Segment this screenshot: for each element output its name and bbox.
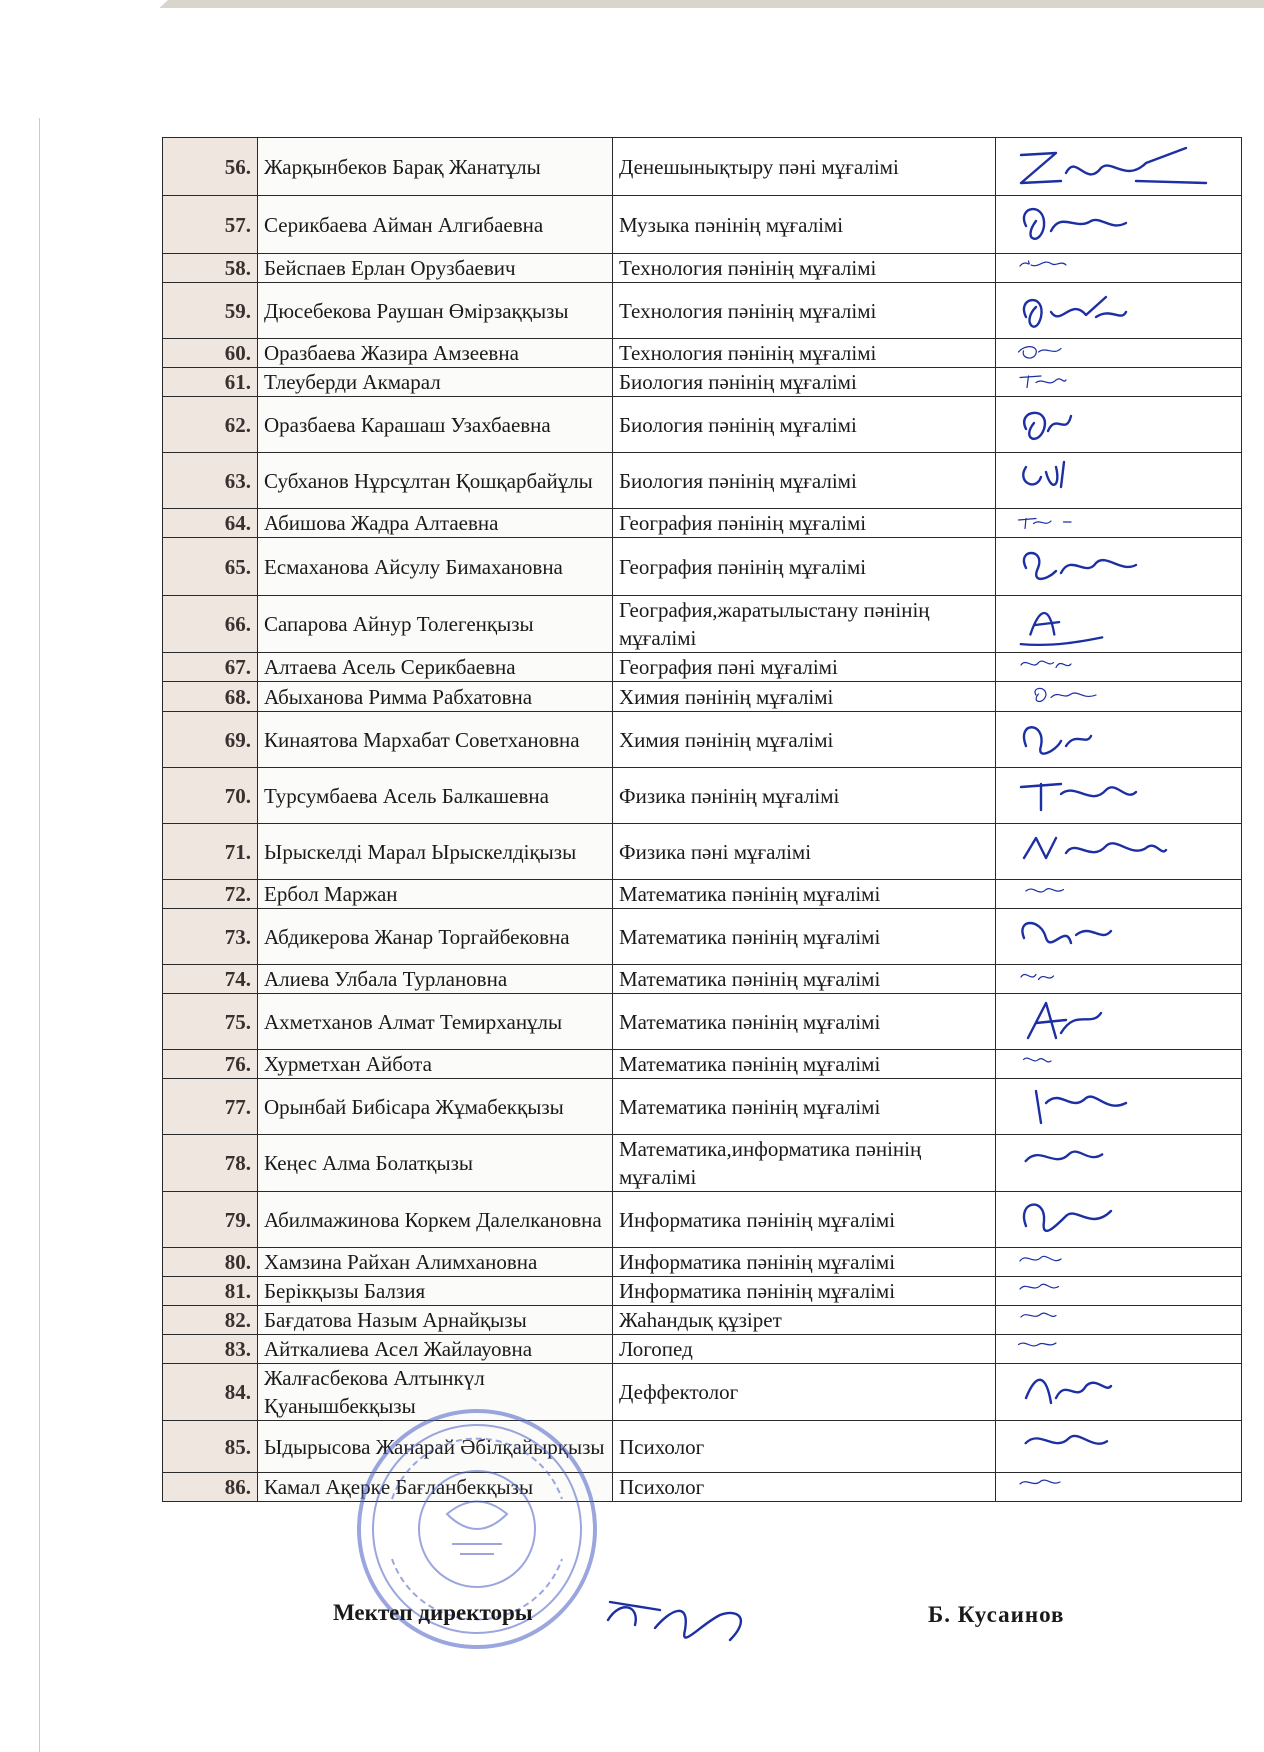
teacher-position: Технология пәнінің мұғалімі bbox=[613, 283, 996, 339]
teacher-name: Сапарова Айнур Толегенқызы bbox=[258, 596, 613, 653]
table-row bbox=[163, 1473, 1242, 1502]
teacher-name: Берікқызы Балзия bbox=[258, 1277, 613, 1306]
signature-cell bbox=[996, 1306, 1242, 1335]
teacher-position: Денешынықтыру пәні мұғалімі bbox=[613, 138, 996, 196]
handwritten-signature bbox=[1016, 456, 1216, 506]
row-number: 59. bbox=[163, 283, 258, 339]
table-row bbox=[163, 453, 1242, 509]
handwritten-signature bbox=[1016, 1250, 1216, 1274]
row-number: 79. bbox=[163, 1192, 258, 1248]
signature-cell bbox=[996, 1079, 1242, 1135]
row-number: 82. bbox=[163, 1306, 258, 1335]
director-name: Б. Кусаинов bbox=[928, 1602, 1065, 1627]
teacher-name: Хурметхан Айбота bbox=[258, 1050, 613, 1079]
signature-cell bbox=[996, 1248, 1242, 1277]
teacher-name: Турсумбаева Асель Балкашевна bbox=[258, 768, 613, 824]
table-row bbox=[163, 1277, 1242, 1306]
teacher-position: Биология пәнінің мұғалімі bbox=[613, 453, 996, 509]
teacher-position: Жаһандық құзірет bbox=[613, 1306, 996, 1335]
signature-cell bbox=[996, 1473, 1242, 1502]
handwritten-signature bbox=[1016, 882, 1216, 906]
teacher-position: Физика пәнінің мұғалімі bbox=[613, 768, 996, 824]
handwritten-signature bbox=[1016, 199, 1216, 251]
teacher-position: Биология пәнінің мұғалімі bbox=[613, 368, 996, 397]
row-number: 57. bbox=[163, 196, 258, 254]
handwritten-signature bbox=[1016, 256, 1216, 280]
teacher-position: Информатика пәнінің мұғалімі bbox=[613, 1192, 996, 1248]
table-row bbox=[163, 965, 1242, 994]
signature-cell bbox=[996, 1335, 1242, 1364]
row-number: 68. bbox=[163, 682, 258, 712]
signature-cell bbox=[996, 712, 1242, 768]
row-number: 67. bbox=[163, 653, 258, 682]
teacher-name: Абишова Жадра Алтаевна bbox=[258, 509, 613, 538]
row-number: 71. bbox=[163, 824, 258, 880]
signature-cell bbox=[996, 453, 1242, 509]
teacher-name: Ыдырысова Жанарай Әбілқайырқызы bbox=[258, 1421, 613, 1473]
teacher-position: География,жаратылыстану пәнінің мұғалімі bbox=[613, 596, 996, 653]
signature-cell bbox=[996, 1364, 1242, 1421]
teacher-position: География пәні мұғалімі bbox=[613, 653, 996, 682]
row-number: 70. bbox=[163, 768, 258, 824]
handwritten-signature bbox=[1016, 685, 1216, 709]
teacher-name: Абыханова Римма Рабхатовна bbox=[258, 682, 613, 712]
teacher-position: География пәнінің мұғалімі bbox=[613, 509, 996, 538]
row-number: 78. bbox=[163, 1135, 258, 1192]
handwritten-signature bbox=[1016, 655, 1216, 679]
table-row bbox=[163, 1248, 1242, 1277]
teacher-name: Бейспаев Ерлан Орузбаевич bbox=[258, 254, 613, 283]
teacher-position: Психолог bbox=[613, 1473, 996, 1502]
teacher-name: Абдикерова Жанар Торгайбековна bbox=[258, 909, 613, 965]
handwritten-signature bbox=[1016, 715, 1216, 765]
table-row bbox=[163, 397, 1242, 453]
director-title: Мектеп директоры bbox=[333, 1600, 533, 1625]
signature-cell bbox=[996, 339, 1242, 368]
table-row bbox=[163, 682, 1242, 712]
teacher-position: Математика пәнінің мұғалімі bbox=[613, 1050, 996, 1079]
signature-cell bbox=[996, 509, 1242, 538]
table-row bbox=[163, 596, 1242, 653]
row-number: 74. bbox=[163, 965, 258, 994]
table-row bbox=[163, 880, 1242, 909]
teacher-name: Алиева Улбала Турлановна bbox=[258, 965, 613, 994]
staff-table bbox=[162, 137, 1242, 1502]
handwritten-signature bbox=[1016, 997, 1216, 1047]
table-row bbox=[163, 653, 1242, 682]
handwritten-signature bbox=[1016, 1308, 1216, 1332]
handwritten-signature bbox=[1016, 1475, 1216, 1499]
row-number: 58. bbox=[163, 254, 258, 283]
table-row bbox=[163, 138, 1242, 196]
teacher-position: Химия пәнінің мұғалімі bbox=[613, 682, 996, 712]
signature-cell bbox=[996, 909, 1242, 965]
handwritten-signature bbox=[1016, 967, 1216, 991]
signature-cell bbox=[996, 824, 1242, 880]
teacher-name: Субханов Нұрсұлтан Қошқарбайұлы bbox=[258, 453, 613, 509]
row-number: 77. bbox=[163, 1079, 258, 1135]
teacher-position: Математика пәнінің мұғалімі bbox=[613, 965, 996, 994]
table-row bbox=[163, 1079, 1242, 1135]
teacher-name: Камал Ақеркe Бағланбекқызы bbox=[258, 1473, 613, 1502]
signature-cell bbox=[996, 368, 1242, 397]
table-row bbox=[163, 909, 1242, 965]
handwritten-signature bbox=[1016, 1337, 1216, 1361]
row-number: 66. bbox=[163, 596, 258, 653]
table-row bbox=[163, 768, 1242, 824]
teacher-position: Математика пәнінің мұғалімі bbox=[613, 909, 996, 965]
row-number: 62. bbox=[163, 397, 258, 453]
handwritten-signature bbox=[1016, 601, 1216, 647]
handwritten-signature bbox=[1016, 341, 1216, 365]
teacher-name: Оразбаева Жазира Амзеевна bbox=[258, 339, 613, 368]
signature-cell bbox=[996, 994, 1242, 1050]
signature-cell bbox=[996, 880, 1242, 909]
table-row bbox=[163, 1135, 1242, 1192]
row-number: 86. bbox=[163, 1473, 258, 1502]
teacher-name: Ербол Маржан bbox=[258, 880, 613, 909]
teacher-name: Жарқынбеков Барақ Жанатұлы bbox=[258, 138, 613, 196]
handwritten-signature bbox=[1016, 541, 1216, 593]
table-row bbox=[163, 196, 1242, 254]
handwritten-signature bbox=[1016, 1424, 1216, 1470]
teacher-position: Информатика пәнінің мұғалімі bbox=[613, 1277, 996, 1306]
signature-cell bbox=[996, 1192, 1242, 1248]
table-row bbox=[163, 1364, 1242, 1421]
teacher-name: Есмаханова Айсулу Бимахановна bbox=[258, 538, 613, 596]
handwritten-signature bbox=[1016, 1052, 1216, 1076]
teacher-position: Психолог bbox=[613, 1421, 996, 1473]
row-number: 83. bbox=[163, 1335, 258, 1364]
table-row bbox=[163, 1335, 1242, 1364]
signature-cell bbox=[996, 254, 1242, 283]
row-number: 73. bbox=[163, 909, 258, 965]
teacher-position: Математика,информатика пәнінің мұғалімі bbox=[613, 1135, 996, 1192]
handwritten-signature bbox=[1016, 1367, 1216, 1417]
signature-cell bbox=[996, 682, 1242, 712]
signature-cell bbox=[996, 538, 1242, 596]
table-row bbox=[163, 509, 1242, 538]
teacher-name: Абилмажинова Коркем Далелкановна bbox=[258, 1192, 613, 1248]
row-number: 56. bbox=[163, 138, 258, 196]
handwritten-signature bbox=[1016, 827, 1216, 877]
row-number: 65. bbox=[163, 538, 258, 596]
handwritten-signature bbox=[1016, 1279, 1216, 1303]
signature-cell bbox=[996, 138, 1242, 196]
teacher-name: Кеңес Алма Болатқызы bbox=[258, 1135, 613, 1192]
signature-cell bbox=[996, 283, 1242, 339]
teacher-name: Кинаятова Мархабат Советхановна bbox=[258, 712, 613, 768]
table-row bbox=[163, 1192, 1242, 1248]
signature-cell bbox=[996, 596, 1242, 653]
handwritten-signature bbox=[1016, 141, 1216, 193]
signature-cell bbox=[996, 196, 1242, 254]
table-row bbox=[163, 994, 1242, 1050]
teacher-position: Биология пәнінің мұғалімі bbox=[613, 397, 996, 453]
teacher-name: Бағдатова Назым Арнайқызы bbox=[258, 1306, 613, 1335]
row-number: 85. bbox=[163, 1421, 258, 1473]
teacher-position: Музыка пәнінің мұғалімі bbox=[613, 196, 996, 254]
handwritten-signature bbox=[1016, 1195, 1216, 1245]
teacher-position: Математика пәнінің мұғалімі bbox=[613, 880, 996, 909]
table-row bbox=[163, 254, 1242, 283]
teacher-name: Дюсебекова Раушан Өмірзаққызы bbox=[258, 283, 613, 339]
signature-cell bbox=[996, 1050, 1242, 1079]
handwritten-signature bbox=[1016, 771, 1216, 821]
teacher-name: Ырыскелді Марал Ырыскелдіқызы bbox=[258, 824, 613, 880]
teacher-name: Тлеуберди Акмарал bbox=[258, 368, 613, 397]
teacher-name: Хамзина Райхан Алимхановна bbox=[258, 1248, 613, 1277]
row-number: 64. bbox=[163, 509, 258, 538]
row-number: 81. bbox=[163, 1277, 258, 1306]
handwritten-signature bbox=[1016, 370, 1216, 394]
teacher-position: Деффектолог bbox=[613, 1364, 996, 1421]
row-number: 72. bbox=[163, 880, 258, 909]
teacher-name: Ахметханов Алмат Темирханұлы bbox=[258, 994, 613, 1050]
handwritten-signature bbox=[1016, 1140, 1216, 1186]
teacher-position: Технология пәнінің мұғалімі bbox=[613, 339, 996, 368]
table-row bbox=[163, 538, 1242, 596]
row-number: 60. bbox=[163, 339, 258, 368]
teacher-name: Оразбаева Карашаш Узахбаевна bbox=[258, 397, 613, 453]
signature-cell bbox=[996, 965, 1242, 994]
signature-cell bbox=[996, 1277, 1242, 1306]
table-row bbox=[163, 824, 1242, 880]
teacher-name: Алтаева Асель Серикбаевна bbox=[258, 653, 613, 682]
handwritten-signature bbox=[1016, 1082, 1216, 1132]
teacher-name: Орынбай Бибісара Жұмабекқызы bbox=[258, 1079, 613, 1135]
teacher-position: Математика пәнінің мұғалімі bbox=[613, 1079, 996, 1135]
teacher-position: Логопед bbox=[613, 1335, 996, 1364]
teacher-position: Информатика пәнінің мұғалімі bbox=[613, 1248, 996, 1277]
row-number: 61. bbox=[163, 368, 258, 397]
table-row bbox=[163, 712, 1242, 768]
table-row bbox=[163, 1306, 1242, 1335]
table-row bbox=[163, 339, 1242, 368]
teacher-name: Айткалиева Асел Жайлауовна bbox=[258, 1335, 613, 1364]
teacher-name: Серикбаева Айман Алгибаевна bbox=[258, 196, 613, 254]
signature-cell bbox=[996, 768, 1242, 824]
teacher-position: Физика пәні мұғалімі bbox=[613, 824, 996, 880]
teacher-position: Химия пәнінің мұғалімі bbox=[613, 712, 996, 768]
table-row bbox=[163, 368, 1242, 397]
handwritten-signature bbox=[1016, 912, 1216, 962]
handwritten-signature bbox=[1016, 511, 1216, 535]
teacher-name: Жалғасбекова Алтынкүл Қуанышбекқызы bbox=[258, 1364, 613, 1421]
row-number: 63. bbox=[163, 453, 258, 509]
signature-cell bbox=[996, 653, 1242, 682]
signature-cell bbox=[996, 397, 1242, 453]
teacher-position: Технология пәнінің мұғалімі bbox=[613, 254, 996, 283]
signature-cell bbox=[996, 1421, 1242, 1473]
row-number: 84. bbox=[163, 1364, 258, 1421]
director-signature bbox=[600, 1580, 760, 1660]
row-number: 75. bbox=[163, 994, 258, 1050]
teacher-position: Математика пәнінің мұғалімі bbox=[613, 994, 996, 1050]
table-row bbox=[163, 1050, 1242, 1079]
handwritten-signature bbox=[1016, 400, 1216, 450]
table-row bbox=[163, 1421, 1242, 1473]
table-row bbox=[163, 283, 1242, 339]
row-number: 69. bbox=[163, 712, 258, 768]
signature-cell bbox=[996, 1135, 1242, 1192]
handwritten-signature bbox=[1016, 286, 1216, 336]
row-number: 76. bbox=[163, 1050, 258, 1079]
teacher-position: География пәнінің мұғалімі bbox=[613, 538, 996, 596]
row-number: 80. bbox=[163, 1248, 258, 1277]
